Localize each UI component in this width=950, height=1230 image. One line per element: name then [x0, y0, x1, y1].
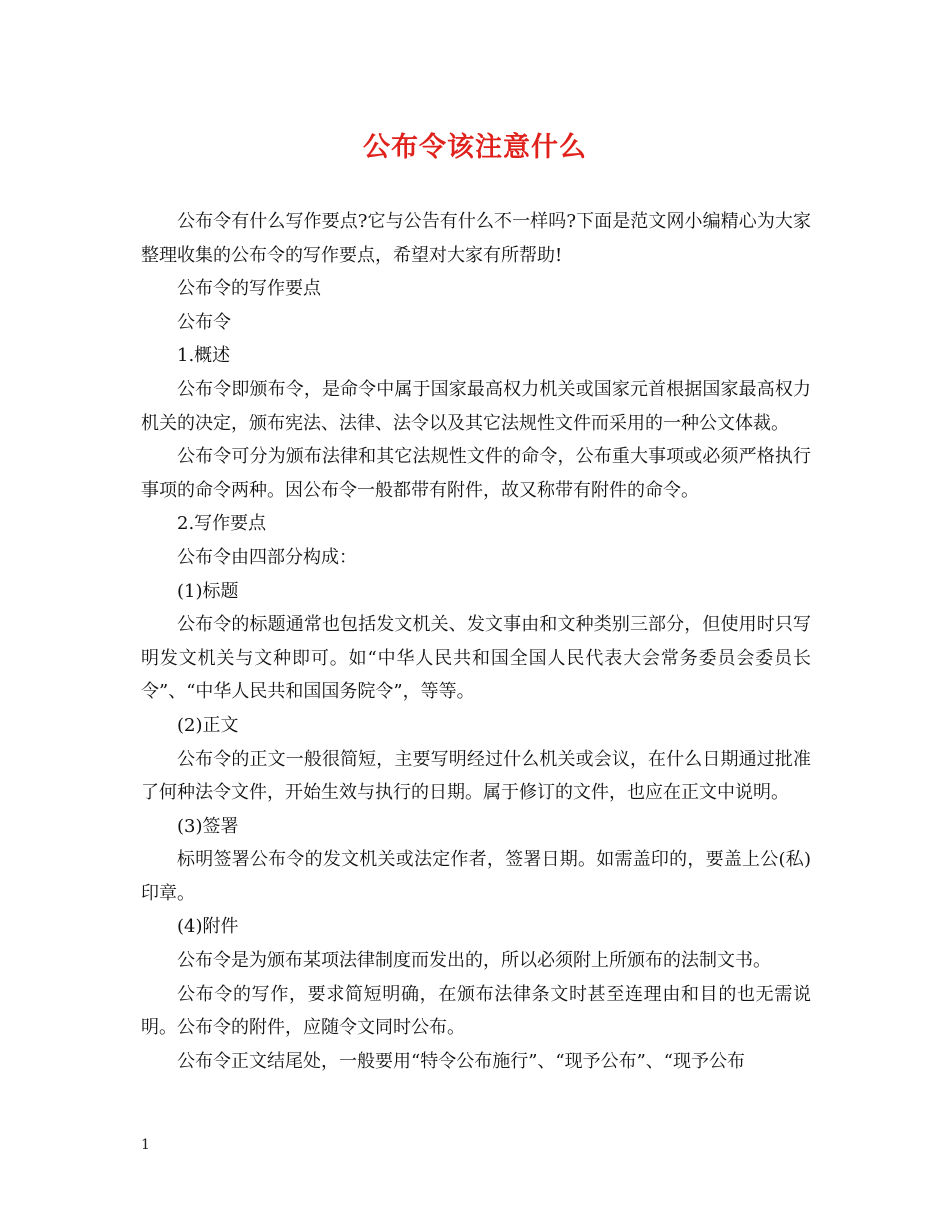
- paragraph-definition: 公布令即颁布令，是命令中属于国家最高权力机关或国家元首根据国家最高权力机关的决定，颁布宪法、法律、法令以及其它法规性文件而采用的一种公文体裁。: [141, 378, 811, 434]
- heading-title-part: (1)标题: [177, 580, 239, 602]
- document-title: 公布令该注意什么: [363, 132, 587, 163]
- heading-attachment-part: (4)附件: [177, 916, 239, 938]
- paragraph-intro: 公布令有什么写作要点?它与公告有什么不一样吗?下面是范文网小编精心为大家整理收集的公布令的写作要点，希望对大家有所帮助!: [141, 211, 811, 266]
- paragraph-attachment-part: 公布令是为颁布某项法律制度而发出的，所以必须附上所颁布的法制文书。: [177, 950, 771, 972]
- paragraph-writing-requirements: 公布令的写作，要求简短明确，在颁布法律条文时甚至连理由和目的也无需说明。公布令的附件，应随令文同时公布。: [141, 983, 811, 1039]
- paragraph-ending: 公布令正文结尾处，一般要用“特令公布施行”、“现予公布”、“现予公布: [177, 1050, 746, 1072]
- paragraph-title-part: 公布令的标题通常也包括发文机关、发文事由和文种类别三部分，但使用时只写明发文机关与文种即可。如“中华人民共和国全国人民代表大会常务委员会委员长令”、“中华人民共和国国务院令”，等等。: [141, 614, 811, 703]
- paragraph-types: 公布令可分为颁布法律和其它法规性文件的命令，公布重大事项或必须严格执行事项的命令两种。因公布令一般都带有附件，故又称带有附件的命令。: [141, 446, 811, 501]
- heading-body-part: (2)正文: [177, 714, 239, 736]
- heading-writing-points: 2.写作要点: [177, 513, 267, 535]
- section-heading: 公布令的写作要点: [177, 278, 321, 300]
- paragraph-structure: 公布令由四部分构成：: [177, 546, 357, 568]
- page-number: 1: [141, 1137, 150, 1153]
- heading-signature-part: (3)签署: [177, 815, 239, 837]
- heading-overview: 1.概述: [177, 345, 231, 367]
- paragraph-signature-part: 标明签署公布令的发文机关或法定作者，签署日期。如需盖印的，要盖上公(私)印章。: [141, 849, 811, 904]
- subsection-heading: 公布令: [177, 311, 231, 333]
- document-body: [141, 205, 811, 1078]
- paragraph-body-part: 公布令的正文一般很简短，主要写明经过什么机关或会议，在什么日期通过批准了何种法令文件，开始生效与执行的日期。属于修订的文件，也应在正文中说明。: [141, 748, 811, 804]
